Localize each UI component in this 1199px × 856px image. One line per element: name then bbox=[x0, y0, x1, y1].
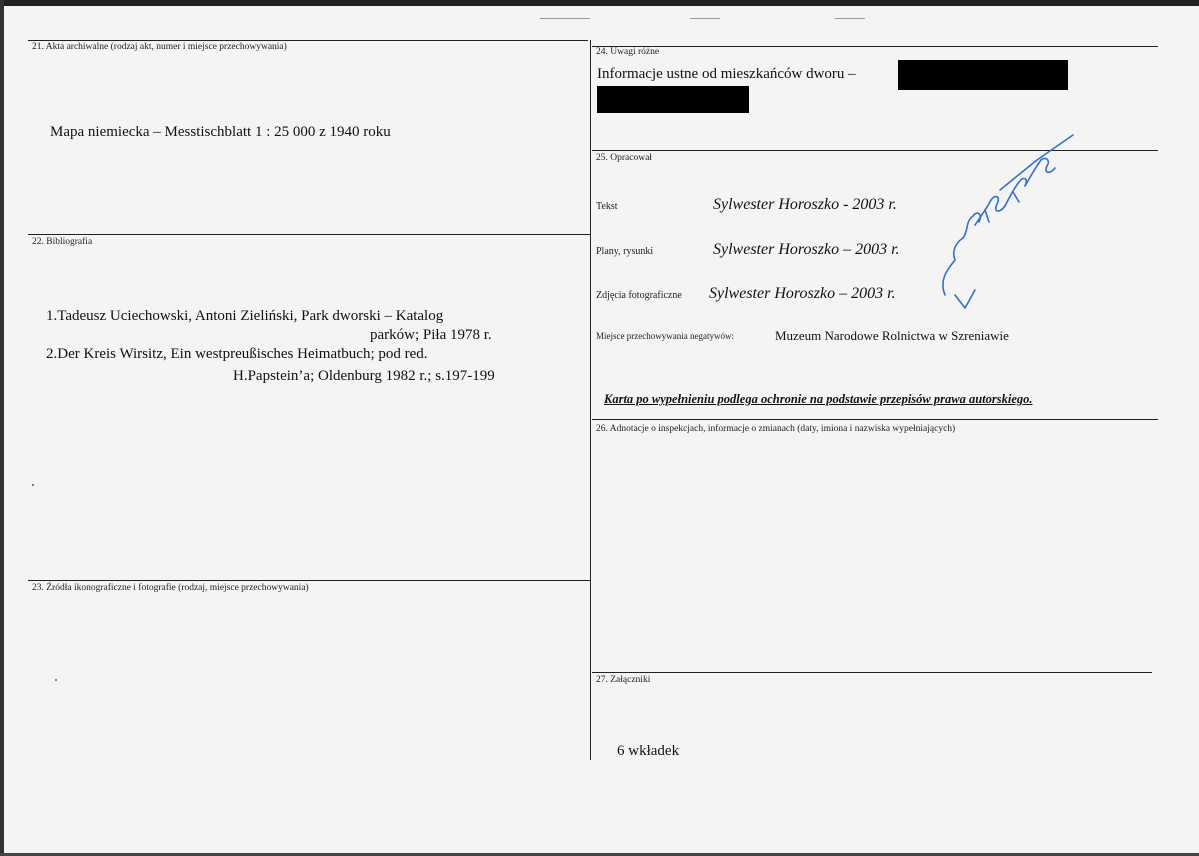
faint-mark bbox=[835, 18, 865, 19]
handwritten-signature bbox=[925, 130, 1080, 310]
plany-value: Sylwester Horoszko – 2003 r. bbox=[713, 241, 900, 258]
bibliography-line-2: parków; Piła 1978 r. bbox=[370, 327, 492, 343]
bibliography-line-3: 2.Der Kreis Wirsitz, Ein westpreußisches Heimatbuch; pod red. bbox=[46, 346, 428, 362]
section-25-label: 25. Opracował bbox=[596, 153, 652, 163]
zdjecia-value: Sylwester Horoszko – 2003 r. bbox=[709, 285, 896, 302]
section-22-label: 22. Bibliografia bbox=[32, 237, 93, 247]
redaction-block bbox=[898, 60, 1068, 90]
tekst-value: Sylwester Horoszko - 2003 r. bbox=[713, 196, 897, 213]
section-21-content: Mapa niemiecka – Messtischblatt 1 : 25 000 z 1940 roku bbox=[50, 124, 391, 140]
scan-edge-top bbox=[0, 0, 1199, 6]
center-divider bbox=[590, 40, 591, 760]
divider-26-top bbox=[592, 419, 1158, 420]
bibliography-line-1: 1.Tadeusz Uciechowski, Antoni Zieliński, Park dworski – Katalog bbox=[46, 308, 444, 324]
section-21-label: 21. Akta archiwalne (rodzaj akt, numer i miejsce przechowywania) bbox=[32, 42, 287, 52]
plany-label: Plany, rysunki bbox=[596, 246, 654, 257]
bibliography-line-4: H.Papstein’a; Oldenburg 1982 r.; s.197-199 bbox=[233, 368, 495, 384]
zdjecia-label: Zdjęcia fotograficzne bbox=[596, 290, 682, 301]
faint-mark bbox=[540, 18, 590, 19]
stray-mark bbox=[32, 484, 34, 486]
scan-edge-left bbox=[0, 0, 4, 856]
divider-24-top bbox=[592, 46, 1158, 47]
faint-mark bbox=[690, 18, 720, 19]
redaction-block bbox=[597, 86, 749, 113]
section-27-content: 6 wkładek bbox=[617, 743, 680, 759]
miejsce-label: Miejsce przechowywania negatywów: bbox=[596, 331, 734, 341]
tekst-label: Tekst bbox=[596, 201, 618, 212]
copyright-note: Karta po wypełnieniu podlega ochronie na podstawie przepisów prawa autorskiego. bbox=[604, 392, 1033, 406]
section-24-label: 24. Uwagi różne bbox=[596, 47, 660, 57]
section-24-content: Informacje ustne od mieszkańców dworu – bbox=[597, 66, 856, 82]
divider-23-top bbox=[28, 580, 590, 581]
section-26-label: 26. Adnotacje o inspekcjach, informacje o zmianach (daty, imiona i nazwiska wypełniających) bbox=[596, 424, 956, 434]
divider-22-top bbox=[28, 234, 590, 235]
section-23-label: 23. Źródła ikonograficzne i fotografie (rodzaj, miejsce przechowywania) bbox=[32, 583, 309, 593]
miejsce-value: Muzeum Narodowe Rolnictwa w Szreniawie bbox=[775, 328, 1009, 343]
divider-27-top bbox=[592, 672, 1152, 673]
divider-21-top bbox=[28, 40, 588, 41]
section-27-label: 27. Załączniki bbox=[596, 675, 651, 685]
stray-mark bbox=[55, 679, 57, 681]
